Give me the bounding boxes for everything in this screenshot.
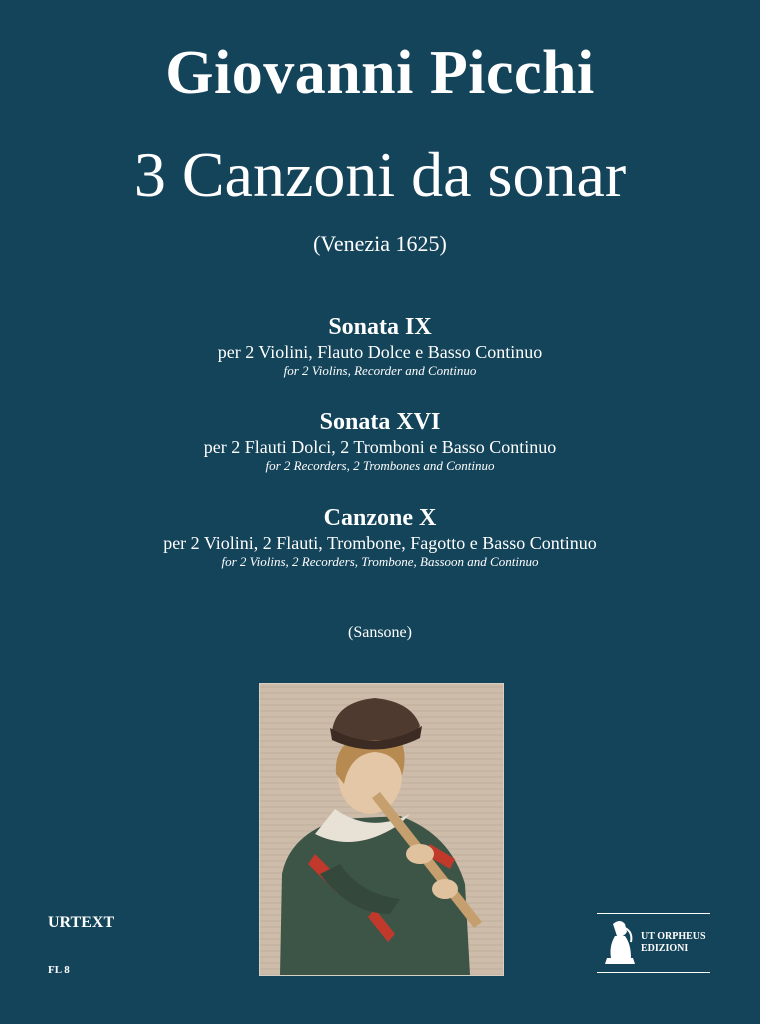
work-subtitle: (Venezia 1625) bbox=[313, 231, 447, 256]
work-entry-instrumentation-en: for 2 Violins, Recorder and Continuo bbox=[283, 363, 477, 378]
work-entry-name: Sonata IX bbox=[328, 314, 432, 340]
work-entry bbox=[0, 408, 760, 474]
ut-orpheus-logo-icon bbox=[603, 918, 637, 968]
composer-name: Giovanni Picchi bbox=[165, 39, 595, 107]
recorder-player-portrait bbox=[259, 683, 504, 976]
editor-name: (Sansone) bbox=[348, 624, 412, 641]
portrait-illustration bbox=[260, 684, 503, 975]
work-entry-name: Canzone X bbox=[323, 505, 437, 531]
work-entry-instrumentation-en: for 2 Recorders, 2 Trombones and Continuo bbox=[265, 458, 495, 473]
work-entry bbox=[0, 504, 760, 570]
publisher-line2: EDIZIONI bbox=[641, 943, 689, 954]
catalog-number: FL 8 bbox=[48, 964, 70, 976]
work-entry-instrumentation-it: per 2 Flauti Dolci, 2 Tromboni e Basso Continuo bbox=[203, 437, 557, 457]
work-entry-name: Sonata XVI bbox=[319, 409, 441, 435]
work-entry-instrumentation-it: per 2 Violini, Flauto Dolce e Basso Continuo bbox=[217, 342, 543, 362]
work-entry bbox=[0, 313, 760, 379]
publisher-logo bbox=[597, 913, 710, 973]
work-entry-instrumentation-it: per 2 Violini, 2 Flauti, Trombone, Fagotto e Basso Continuo bbox=[163, 533, 597, 553]
urtext-label: URTEXT bbox=[48, 914, 115, 931]
publisher-line1: UT ORPHEUS bbox=[641, 931, 706, 942]
work-title: 3 Canzoni da sonar bbox=[133, 139, 627, 210]
work-entry-instrumentation-en: for 2 Violins, 2 Recorders, Trombone, Bassoon and Continuo bbox=[221, 554, 539, 569]
